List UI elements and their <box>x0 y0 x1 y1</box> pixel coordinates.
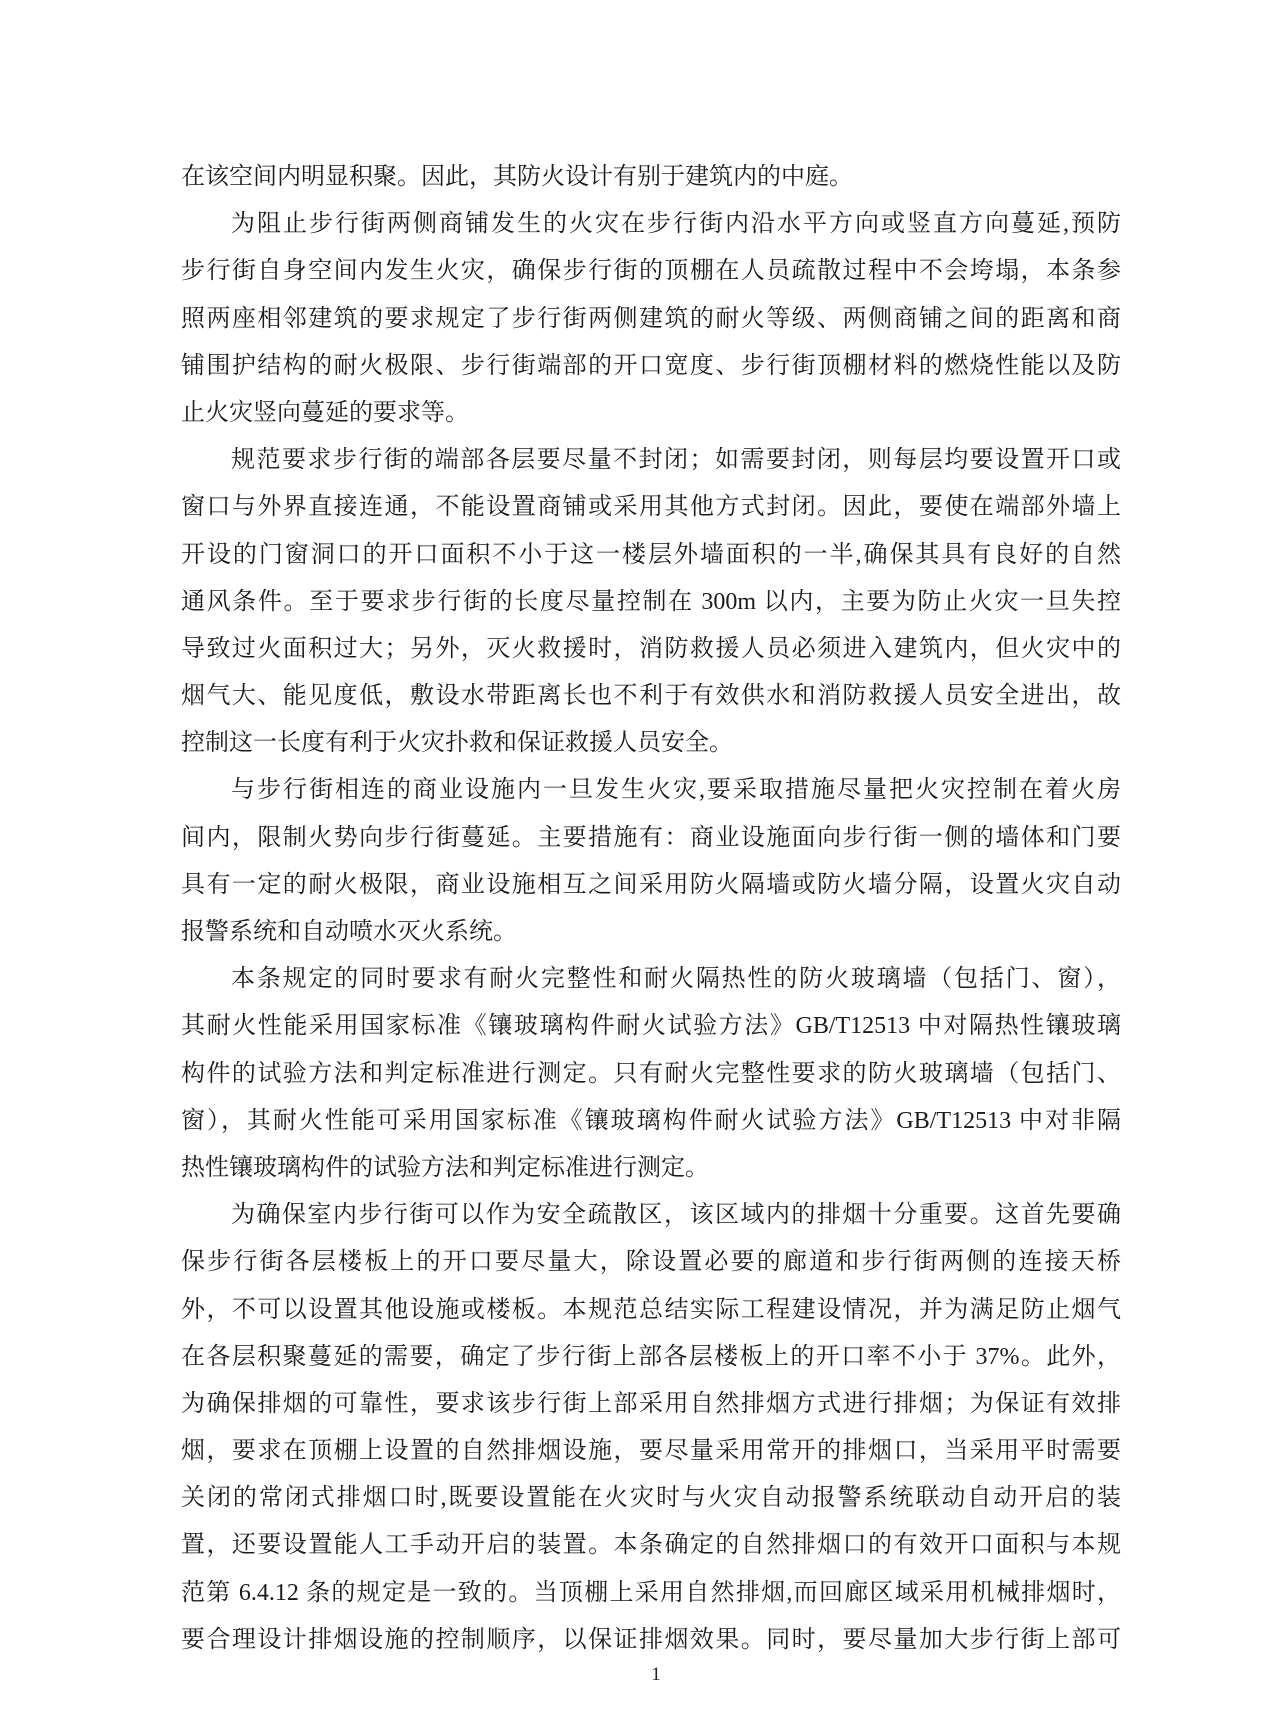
text-line: 具有一定的耐火极限，商业设施相互之间采用防火隔墙或防火墙分隔，设置火灾自动 <box>181 871 1121 898</box>
text-line: 止火灾竖向蔓延的要求等。 <box>181 399 469 426</box>
text-line: 为阻止步行街两侧商铺发生的火灾在步行街内沿水平方向或竖直方向蔓延,预防 <box>231 211 1121 238</box>
text-line: 通风条件。至于要求步行街的长度尽量控制在 300m 以内，主要为防止火灾一旦失控 <box>181 588 1121 615</box>
text-line: 本条规定的同时要求有耐火完整性和耐火隔热性的防火玻璃墙（包括门、窗）， <box>231 966 1121 993</box>
text-line: 范第 6.4.12 条的规定是一致的。当顶棚上采用自然排烟,而回廊区域采用机械排烟时， <box>181 1579 1121 1606</box>
text-line: 要合理设计排烟设施的控制顺序，以保证排烟效果。同时，要尽量加大步行街上部可 <box>181 1626 1121 1653</box>
text-line: 铺围护结构的耐火极限、步行街端部的开口宽度、步行街顶棚材料的燃烧性能以及防 <box>181 352 1121 379</box>
text-line: 控制这一长度有利于火灾扑救和保证救援人员安全。 <box>181 730 733 757</box>
text-line: 构件的试验方法和判定标准进行测定。只有耐火完整性要求的防火玻璃墙（包括门、 <box>181 1060 1121 1087</box>
text-line: 照两座相邻建筑的要求规定了步行街两侧建筑的耐火等级、两侧商铺之间的距离和商 <box>181 305 1121 332</box>
text-line: 热性镶玻璃构件的试验方法和判定标准进行测定。 <box>181 1154 709 1181</box>
text-line: 规范要求步行街的端部各层要尽量不封闭；如需要封闭，则每层均要设置开口或 <box>231 447 1121 474</box>
text-line: 与步行街相连的商业设施内一旦发生火灾,要采取措施尽量把火灾控制在着火房 <box>231 777 1121 804</box>
text-line: 在各层积聚蔓延的需要，确定了步行街上部各层楼板上的开口率不小于 37%。此外， <box>181 1343 1121 1370</box>
text-line: 间内，限制火势向步行街蔓延。主要措施有：商业设施面向步行街一侧的墙体和门要 <box>181 824 1121 851</box>
text-line: 其耐火性能采用国家标准《镶玻璃构件耐火试验方法》GB/T12513 中对隔热性镶玻璃 <box>181 1013 1121 1040</box>
text-line: 报警系统和自动喷水灭火系统。 <box>181 919 517 945</box>
text-line: 窗），其耐火性能可采用国家标准《镶玻璃构件耐火试验方法》GB/T12513 中对非隔 <box>181 1107 1121 1134</box>
document-body <box>181 154 1121 1664</box>
page-number: 1 <box>651 1664 661 1685</box>
text-line: 保步行街各层楼板上的开口要尽量大，除设置必要的廊道和步行街两侧的连接天桥 <box>181 1249 1121 1276</box>
text-line: 步行街自身空间内发生火灾，确保步行街的顶棚在人员疏散过程中不会垮塌，本条参 <box>181 258 1121 285</box>
text-line: 为确保排烟的可靠性，要求该步行街上部采用自然排烟方式进行排烟；为保证有效排 <box>181 1390 1121 1417</box>
text-line: 为确保室内步行街可以作为安全疏散区，该区域内的排烟十分重要。这首先要确 <box>231 1202 1121 1229</box>
text-line: 外，不可以设置其他设施或楼板。本规范总结实际工程建设情况，并为满足防止烟气 <box>181 1296 1121 1323</box>
text-line: 导致过火面积过大；另外，灭火救援时，消防救援人员必须进入建筑内，但火灾中的 <box>181 635 1121 662</box>
text-line: 烟，要求在顶棚上设置的自然排烟设施，要尽量采用常开的排烟口，当采用平时需要 <box>181 1438 1121 1465</box>
text-line: 开设的门窗洞口的开口面积不小于这一楼层外墙面积的一半,确保其具有良好的自然 <box>181 541 1121 568</box>
text-line: 在该空间内明显积聚。因此，其防火设计有别于建筑内的中庭。 <box>181 164 853 190</box>
text-line: 置，还要设置能人工手动开启的装置。本条确定的自然排烟口的有效开口面积与本规 <box>181 1532 1121 1559</box>
text-line: 关闭的常闭式排烟口时,既要设置能在火灾时与火灾自动报警系统联动自动开启的装 <box>181 1485 1121 1512</box>
text-line: 窗口与外界直接连通，不能设置商铺或采用其他方式封闭。因此，要使在端部外墙上 <box>181 494 1121 521</box>
text-line: 烟气大、能见度低，敷设水带距离长也不利于有效供水和消防救援人员安全进出，故 <box>181 683 1121 710</box>
